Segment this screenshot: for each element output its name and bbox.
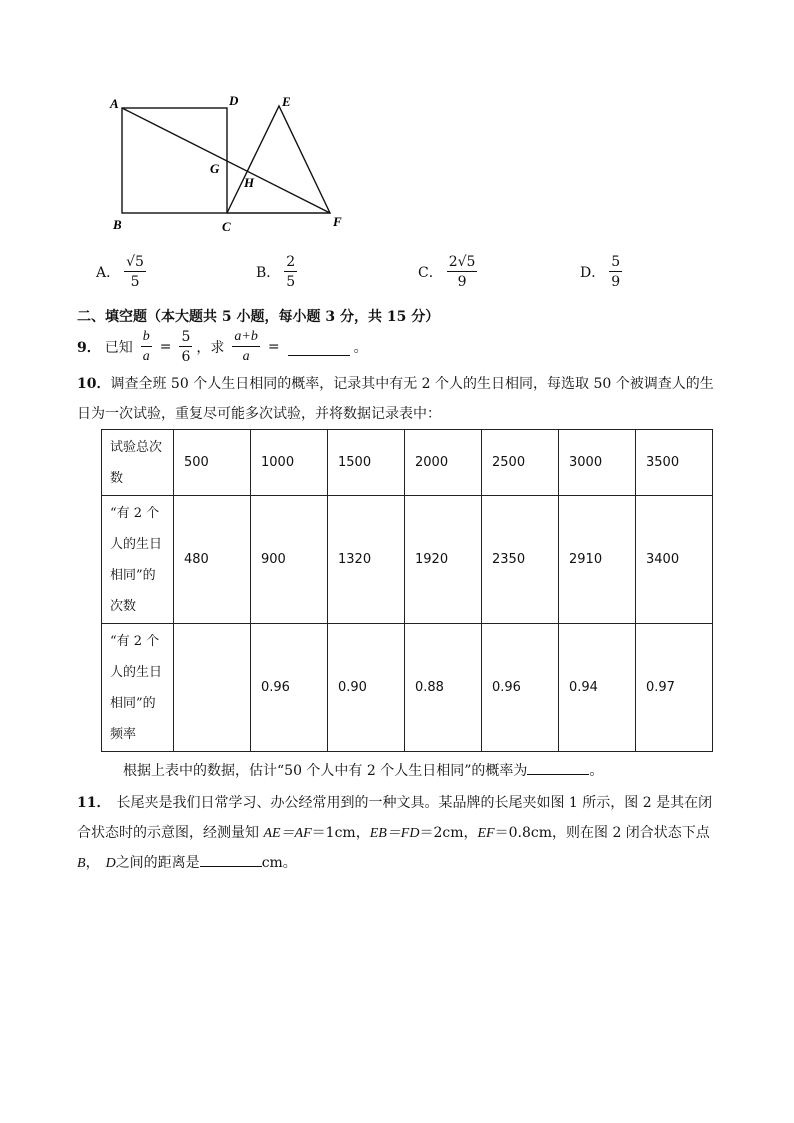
option-letter: C． — [418, 265, 443, 281]
row-header — [102, 430, 174, 496]
question-11-line-1 — [77, 792, 712, 812]
fraction-denominator: a — [242, 349, 250, 364]
table-cell: 3500 — [636, 430, 713, 496]
question-11-line-3 — [77, 852, 297, 872]
header-line: 人的生日 — [110, 664, 163, 680]
fraction-numerator: 2 — [286, 254, 296, 270]
answer-blank[interactable] — [527, 760, 589, 775]
q11-math: EB＝FD — [369, 826, 420, 841]
data-table — [101, 429, 713, 752]
option-letter: D． — [580, 265, 606, 281]
q10-after-end: 。 — [589, 763, 604, 779]
question-number: 9． — [77, 340, 101, 356]
q11-text: ＝2cm， — [419, 825, 478, 841]
geometry-diagram — [104, 92, 354, 234]
table-cell: 1000 — [251, 430, 328, 496]
line-af — [122, 108, 330, 213]
table-cell: 0.94 — [559, 624, 636, 752]
fraction-numerator: b — [141, 330, 152, 347]
fraction-denominator: 9 — [611, 274, 621, 290]
q9-fraction-a-plus-b-over-a — [232, 330, 259, 364]
question-11-line-2 — [77, 822, 710, 842]
fraction-denominator: a — [142, 349, 150, 364]
q9-suffix: 。 — [353, 340, 368, 356]
fraction-numerator: 5 — [181, 329, 191, 345]
geometry-figure — [104, 92, 354, 234]
table-cell: 0.96 — [482, 624, 559, 752]
question-10-conclusion — [123, 760, 603, 780]
table-cell: 0.97 — [636, 624, 713, 752]
table-cell: 3400 — [636, 496, 713, 624]
header-line: 人的生日 — [110, 536, 163, 552]
triangle-ecf — [227, 106, 330, 213]
question-number: 11． — [77, 795, 111, 811]
q11-text: 长尾夹是我们日常学习、办公经常用到的一种文具。某品牌的长尾夹如图 1 所示，图 2 是其在闭 — [116, 795, 713, 811]
answer-blank[interactable] — [288, 339, 350, 356]
header-line: 次数 — [110, 598, 137, 614]
option-letter: A． — [96, 265, 121, 281]
label-f: F — [333, 214, 342, 229]
header-line: 试验总次 — [110, 439, 163, 455]
q11-math: AE＝AF — [263, 826, 312, 841]
q11-text: 之间的距离是 — [115, 855, 200, 871]
header-line: “有 2 个 — [110, 505, 160, 521]
fraction-denominator: 5 — [130, 274, 140, 290]
q11-math: B — [77, 856, 86, 871]
question-9 — [77, 330, 368, 364]
q10-after-text: 根据上表中的数据，估计“50 个人中有 2 个人生日相同”的概率为 — [123, 763, 528, 779]
q11-math: D — [105, 856, 116, 871]
q11-text: 合状态时的示意图，经测量知 — [77, 825, 264, 841]
table-cell: 1320 — [328, 496, 405, 624]
label-a: A — [110, 96, 119, 111]
fraction-numerator: 2√5 — [448, 254, 476, 270]
table-cell: 2500 — [482, 430, 559, 496]
option-fraction — [124, 255, 146, 289]
q9-fraction-5-over-6 — [179, 330, 192, 364]
label-g: G — [210, 161, 220, 176]
q10-text: 调查全班 50 个人生日相同的概率，记录其中有无 2 个人的生日相同，每选取 50 个被调查人的生 — [110, 376, 714, 392]
q9-prefix: 已知 — [104, 340, 133, 356]
table-cell: 0.90 — [328, 624, 405, 752]
question-10-line-2: 日为一次试验，重复尽可能多次试验，并将数据记录表中： — [77, 406, 441, 422]
table-cell: 3000 — [559, 430, 636, 496]
fraction-denominator: 5 — [286, 274, 296, 290]
label-b: B — [113, 217, 122, 232]
q11-text: ＝0.8cm，则在图 2 闭合状态下点 — [494, 825, 710, 841]
table-cell: 0.96 — [251, 624, 328, 752]
section-heading: 二、填空题（本大题共 5 小题，每小题 3 分，共 15 分） — [77, 309, 440, 325]
q9-mid: ，求 — [196, 340, 225, 356]
option-c[interactable] — [418, 255, 477, 289]
table-cell: 900 — [251, 496, 328, 624]
table-row — [102, 496, 713, 624]
table-row — [102, 624, 713, 752]
fraction-numerator: 5 — [611, 254, 621, 270]
q9-fraction-b-over-a — [141, 330, 152, 364]
table-cell: 1920 — [405, 496, 482, 624]
fraction-numerator: √5 — [126, 254, 144, 270]
label-c: C — [222, 219, 231, 234]
table-cell: 500 — [174, 430, 251, 496]
option-fraction — [284, 255, 297, 289]
option-b[interactable] — [256, 255, 297, 289]
row-header — [102, 496, 174, 624]
header-line: 频率 — [110, 726, 137, 742]
q11-text: cm。 — [261, 855, 297, 871]
fraction-denominator: 9 — [457, 274, 467, 290]
table-row — [102, 430, 713, 496]
q11-text: ， — [85, 855, 100, 871]
table-cell[interactable] — [174, 624, 251, 752]
table-cell: 0.88 — [405, 624, 482, 752]
table-cell: 1500 — [328, 430, 405, 496]
option-fraction — [609, 255, 622, 289]
q11-text: ＝1cm， — [311, 825, 370, 841]
label-h: H — [244, 175, 255, 190]
answer-blank[interactable] — [200, 852, 262, 867]
header-line: 数 — [110, 470, 124, 486]
row-header — [102, 624, 174, 752]
header-line: 相同”的 — [110, 695, 156, 711]
option-a[interactable] — [96, 255, 146, 289]
label-e: E — [282, 94, 291, 109]
header-line: “有 2 个 — [110, 633, 160, 649]
q11-math: EF — [477, 826, 495, 841]
equals-sign: = — [267, 339, 280, 355]
fraction-denominator: 6 — [181, 349, 191, 365]
table-cell: 2910 — [559, 496, 636, 624]
option-fraction — [447, 255, 478, 289]
question-number: 10． — [77, 376, 111, 392]
header-line: 相同”的 — [110, 567, 156, 583]
table-cell: 2000 — [405, 430, 482, 496]
equals-sign: = — [159, 339, 172, 355]
option-d[interactable] — [580, 255, 622, 289]
option-letter: B． — [256, 265, 281, 281]
label-d: D — [229, 93, 239, 108]
fraction-numerator: a+b — [232, 330, 259, 347]
table-cell: 2350 — [482, 496, 559, 624]
question-10-line-1 — [77, 373, 714, 393]
table-cell: 480 — [174, 496, 251, 624]
